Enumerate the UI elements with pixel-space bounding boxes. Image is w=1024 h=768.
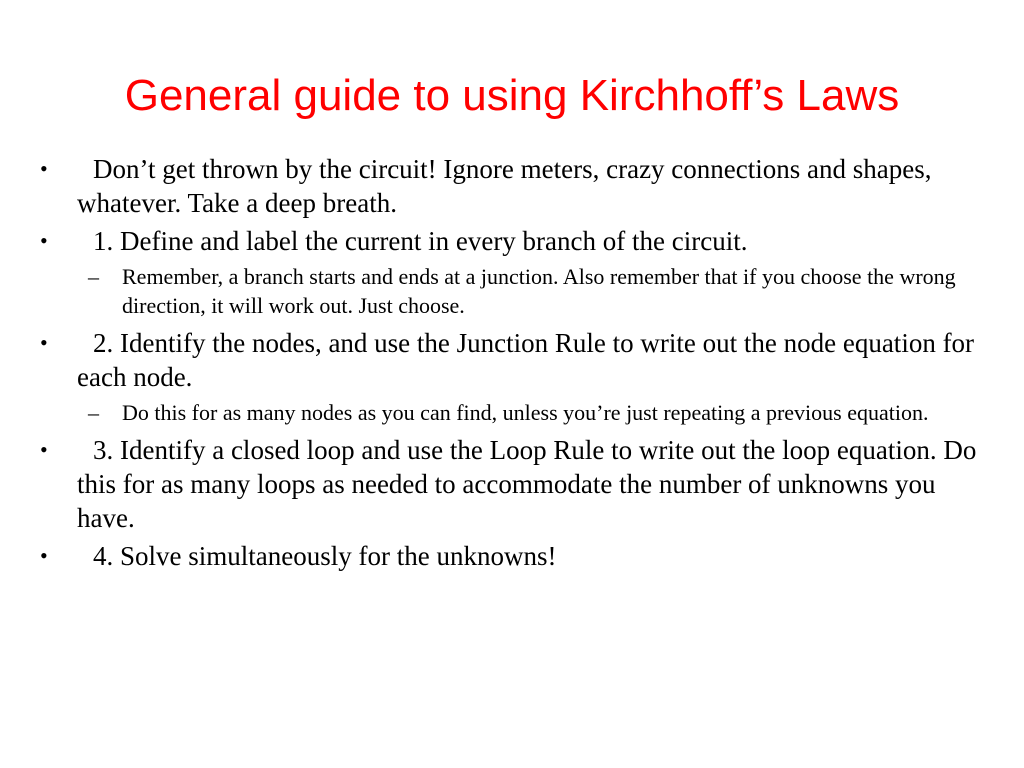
- bullet-text: 4. Solve simultaneously for the unknowns!: [93, 541, 557, 571]
- slide-title: General guide to using Kirchhoff’s Laws: [124, 71, 900, 120]
- bullet-item-intro: [40, 152, 980, 220]
- bullet-text: 1. Define and label the current in every branch of the circuit.: [93, 226, 748, 256]
- sub-marker: –: [88, 264, 99, 289]
- sub-marker: –: [88, 400, 99, 425]
- sub-item-step-2: [40, 398, 980, 427]
- bullet-text: 3. Identify a closed loop and use the Loop Rule to write out the loop equation. Do this for as many loops as needed to accommodate the number of unknowns you have.: [77, 435, 977, 533]
- bullet-text: 2. Identify the nodes, and use the Junction Rule to write out the node equation for each node.: [77, 328, 975, 392]
- bullet-item-step-4: [40, 539, 980, 573]
- bullet-marker: •: [40, 543, 48, 568]
- bullet-text: Don’t get thrown by the circuit! Ignore meters, crazy connections and shapes, whatever. Take a deep breath.: [77, 154, 932, 218]
- bullet-marker: •: [40, 228, 48, 253]
- sub-text: Remember, a branch starts and ends at a junction. Also remember that if you choose the wrong direction, it will work out. Just choose.: [122, 264, 956, 318]
- bullet-marker: •: [40, 437, 48, 462]
- bullet-item-step-2: [40, 326, 980, 394]
- bullet-list: [40, 152, 980, 577]
- bullet-item-step-3: [40, 433, 980, 535]
- bullet-marker: •: [40, 330, 48, 355]
- bullet-item-step-1: [40, 224, 980, 258]
- sub-item-step-1: [40, 262, 980, 320]
- sub-text: Do this for as many nodes as you can find, unless you’re just repeating a previous equation.: [122, 400, 929, 425]
- bullet-marker: •: [40, 156, 48, 181]
